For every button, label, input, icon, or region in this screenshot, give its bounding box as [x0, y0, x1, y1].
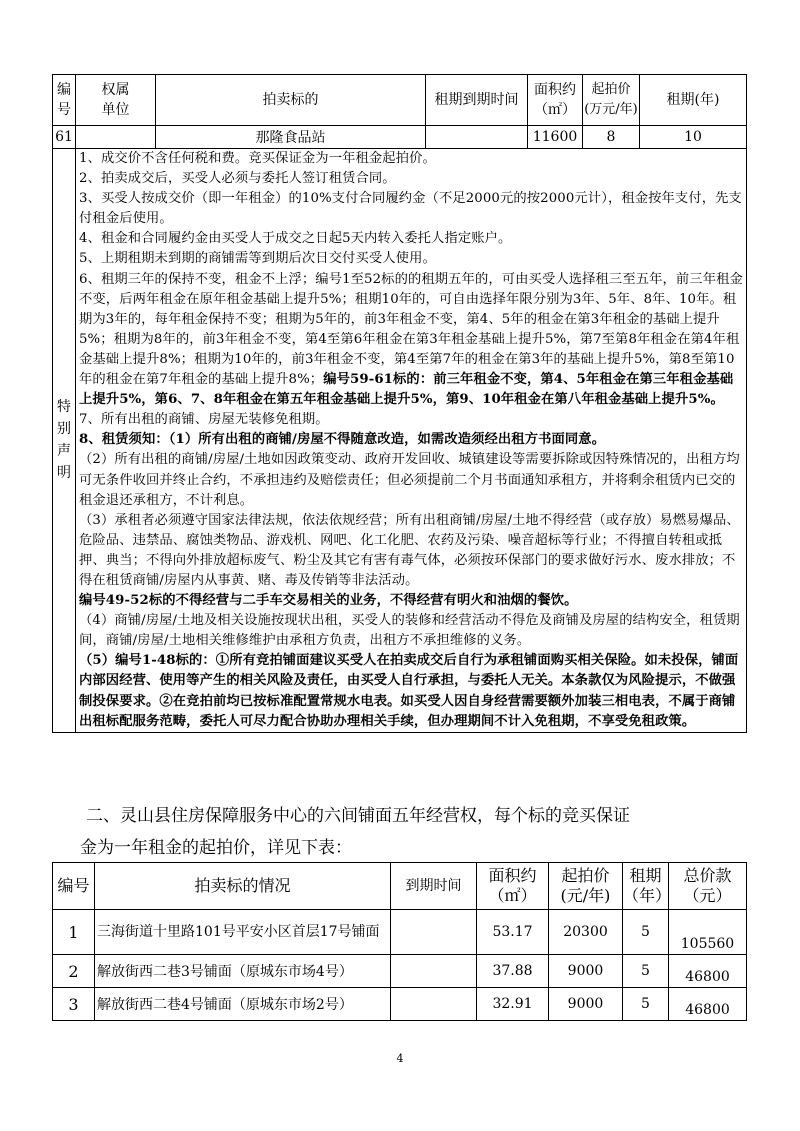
table2-header-row	[53, 863, 747, 910]
note-8-3: （3）承租者必须遵守国家法律法规，依法依规经营；所有出租商铺/房屋/土地不得经营（或存放）易燃易爆品、危险品、违禁品、腐蚀类物品、游戏机、网吧、化工化肥、农药及污染、噪音超标等行业；不得擅自转租或抵押、典当；不得向外排放超标废气、粉尘及其它有害有毒气体，必须按环保部门的要求做好污水、废水排放；不得在租赁商铺/房屋内从事黄、赌、毒及传销等非法活动。	[79, 512, 740, 588]
auction-table-2	[52, 862, 747, 1021]
cell-expiry	[391, 910, 477, 955]
cell-subject: 解放街西二巷4号铺面（原城东市场2号）	[95, 988, 391, 1021]
note-8: 8、租赁须知：（1）所有出租的商铺/房屋不得随意改造，如需改造须经出租方书面同意。	[79, 432, 606, 448]
cell-area: 32.91	[477, 988, 549, 1021]
table1-header-row	[53, 75, 747, 126]
cell-owner	[76, 126, 156, 149]
header-term: 租期(年)	[640, 75, 747, 126]
cell-area: 37.88	[477, 955, 549, 988]
section-heading-line-1: 二、灵山县住房保障服务中心的六间铺面五年经营权，每个标的竞买保证	[86, 806, 630, 826]
note-8-5: （5）编号1-48标的：①所有竞拍铺面建议买受人在拍卖成交后自行为承租铺面购买相关保险。如未投保，铺面内部因经营、使用等产生的相关风险及责任，由买受人自行承担，与委托人无关。本条款仅为风险提示，不做强制投保要求。②在竞拍前均已按标准配置常规水电表。如买受人因自身经营需要额外加装三相电表，不属于商铺出租标配服务范畴，委托人可尽力配合协助办理相关手续，但办理期间不计入免租期，不享受免租政策。	[79, 653, 739, 729]
section-heading	[52, 800, 752, 864]
cell-term: 5	[623, 910, 669, 955]
note-2: 2、拍卖成交后，买受人必须与委托人签订租赁合同。	[79, 171, 396, 187]
header-area: 面积约 （㎡）	[528, 75, 583, 126]
header-owner: 权属 单位	[76, 75, 156, 126]
table-row	[53, 988, 747, 1021]
header-expiry: 租期到期时间	[426, 75, 528, 126]
note-1: 1、成交价不含任何税和费。竞买保证金为一年租金起拍价。	[79, 151, 436, 166]
special-notes	[76, 149, 747, 733]
cell-expiry	[391, 955, 477, 988]
header-no: 编 号	[53, 75, 76, 126]
header-start-price: 起拍价 (元/年)	[549, 863, 623, 910]
notes-label: 特 别 声 明	[53, 149, 76, 733]
notes-row	[53, 149, 747, 733]
cell-term: 5	[623, 988, 669, 1021]
cell-total: 46800	[669, 955, 747, 988]
cell-area: 11600	[528, 126, 583, 149]
header-start-price: 起拍价 (万元/年)	[583, 75, 640, 126]
page-number: 4	[396, 1052, 404, 1065]
header-subject: 拍卖标的	[156, 75, 426, 126]
cell-start-price: 20300	[549, 910, 623, 955]
cell-term: 5	[623, 955, 669, 988]
header-term: 租期 （年）	[623, 863, 669, 910]
cell-no: 3	[53, 988, 95, 1021]
cell-term: 10	[640, 126, 747, 149]
cell-total: 105560	[669, 910, 747, 955]
note-7: 7、所有出租的商铺、房屋无装修免租期。	[79, 412, 329, 428]
note-6-bold: 编号59-61标的：前三年租金不变，第4、5年租金在第三年租金基础上提升5%，第6、7、8年租金在第五年租金基础上提升5%，第9、10年租金在第八年租金基础上提升5%。	[79, 372, 734, 408]
auction-table-1	[52, 74, 747, 733]
table-row	[53, 910, 747, 955]
cell-no: 61	[53, 126, 76, 149]
cell-expiry	[391, 988, 477, 1021]
header-expiry: 到期时间	[391, 863, 477, 910]
cell-start-price: 9000	[549, 988, 623, 1021]
header-total: 总价款 （元）	[669, 863, 747, 910]
cell-start-price: 9000	[549, 955, 623, 988]
cell-subject: 解放街西二巷3号铺面（原城东市场4号）	[95, 955, 391, 988]
cell-area: 53.17	[477, 910, 549, 955]
cell-expiry	[426, 126, 528, 149]
note-5: 5、上期租期未到期的商铺需等到期后次日交付买受人使用。	[79, 251, 436, 267]
note-6	[79, 270, 743, 411]
cell-subject: 三海街道十里路101号平安小区首层17号铺面	[95, 910, 391, 955]
note-4: 4、租金和合同履约金由买受人于成交之日起5天内转入委托人指定账户。	[79, 231, 512, 247]
cell-no: 1	[53, 910, 95, 955]
cell-total: 46800	[669, 988, 747, 1021]
header-area: 面积约 （㎡）	[477, 863, 549, 910]
table-row	[53, 955, 747, 988]
header-subject: 拍卖标的情况	[95, 863, 391, 910]
section-heading-line-2: 金为一年租金的起拍价，详见下表：	[80, 838, 352, 858]
cell-start-price: 8	[583, 126, 640, 149]
note-3: 3、买受人按成交价（即一年租金）的10%支付合同履约金（不足2000元的按2000元计），租金按年支付，先支付租金后使用。	[79, 191, 742, 227]
cell-subject: 那隆食品站	[156, 126, 426, 149]
cell-no: 2	[53, 955, 95, 988]
table-row	[53, 126, 747, 149]
note-8-4: （4）商铺/房屋/土地及相关设施按现状出租，买受人的装修和经营活动不得危及商铺及房屋的结构安全，租赁期间，商铺/房屋/土地相关维修维护由承租方负责，出租方不承担维修的义务。	[79, 613, 740, 649]
note-8-2: （2）所有出租的商铺/房屋/土地如因政策变动、政府开发回收、城镇建设等需要拆除或因特殊情况的，出租方均可无条件收回并终止合约，不承担违约及赔偿责任；但必须提前二个月书面通知承租方，并将剩余租赁内已交的租金退还承租方，不计利息。	[79, 452, 740, 508]
header-no: 编号	[53, 863, 95, 910]
note-8-3-extra: 编号49-52标的不得经营与二手车交易相关的业务，不得经营有明火和油烟的餐饮。	[79, 593, 578, 609]
note-6-text: 6、租期三年的保持不变，租金不上浮；编号1至52标的的租期五年的，可由买受人选择租三至五年，前三年租金不变，后两年租金在原年租金基础上提升5%；租期10年的，可自由选择年限分别为3年、5年、8年、10年。租期为3年的，每年租金保持不变；租期为5年的，前3年租金不变，第4、5年的租金在第3年租金的基础上提升5%；租期为8年的，前3年租金不变，第4至第6年租金在第3年租金基础上提升5%，第7至第8年租金在第4年租金基础上提升8%；租期为10年的，前3年租金不变，第4至第7年的租金在第3年的基础上提升5%，第8至第10年的租金在第7年租金的基础上提升8%；	[79, 271, 743, 388]
